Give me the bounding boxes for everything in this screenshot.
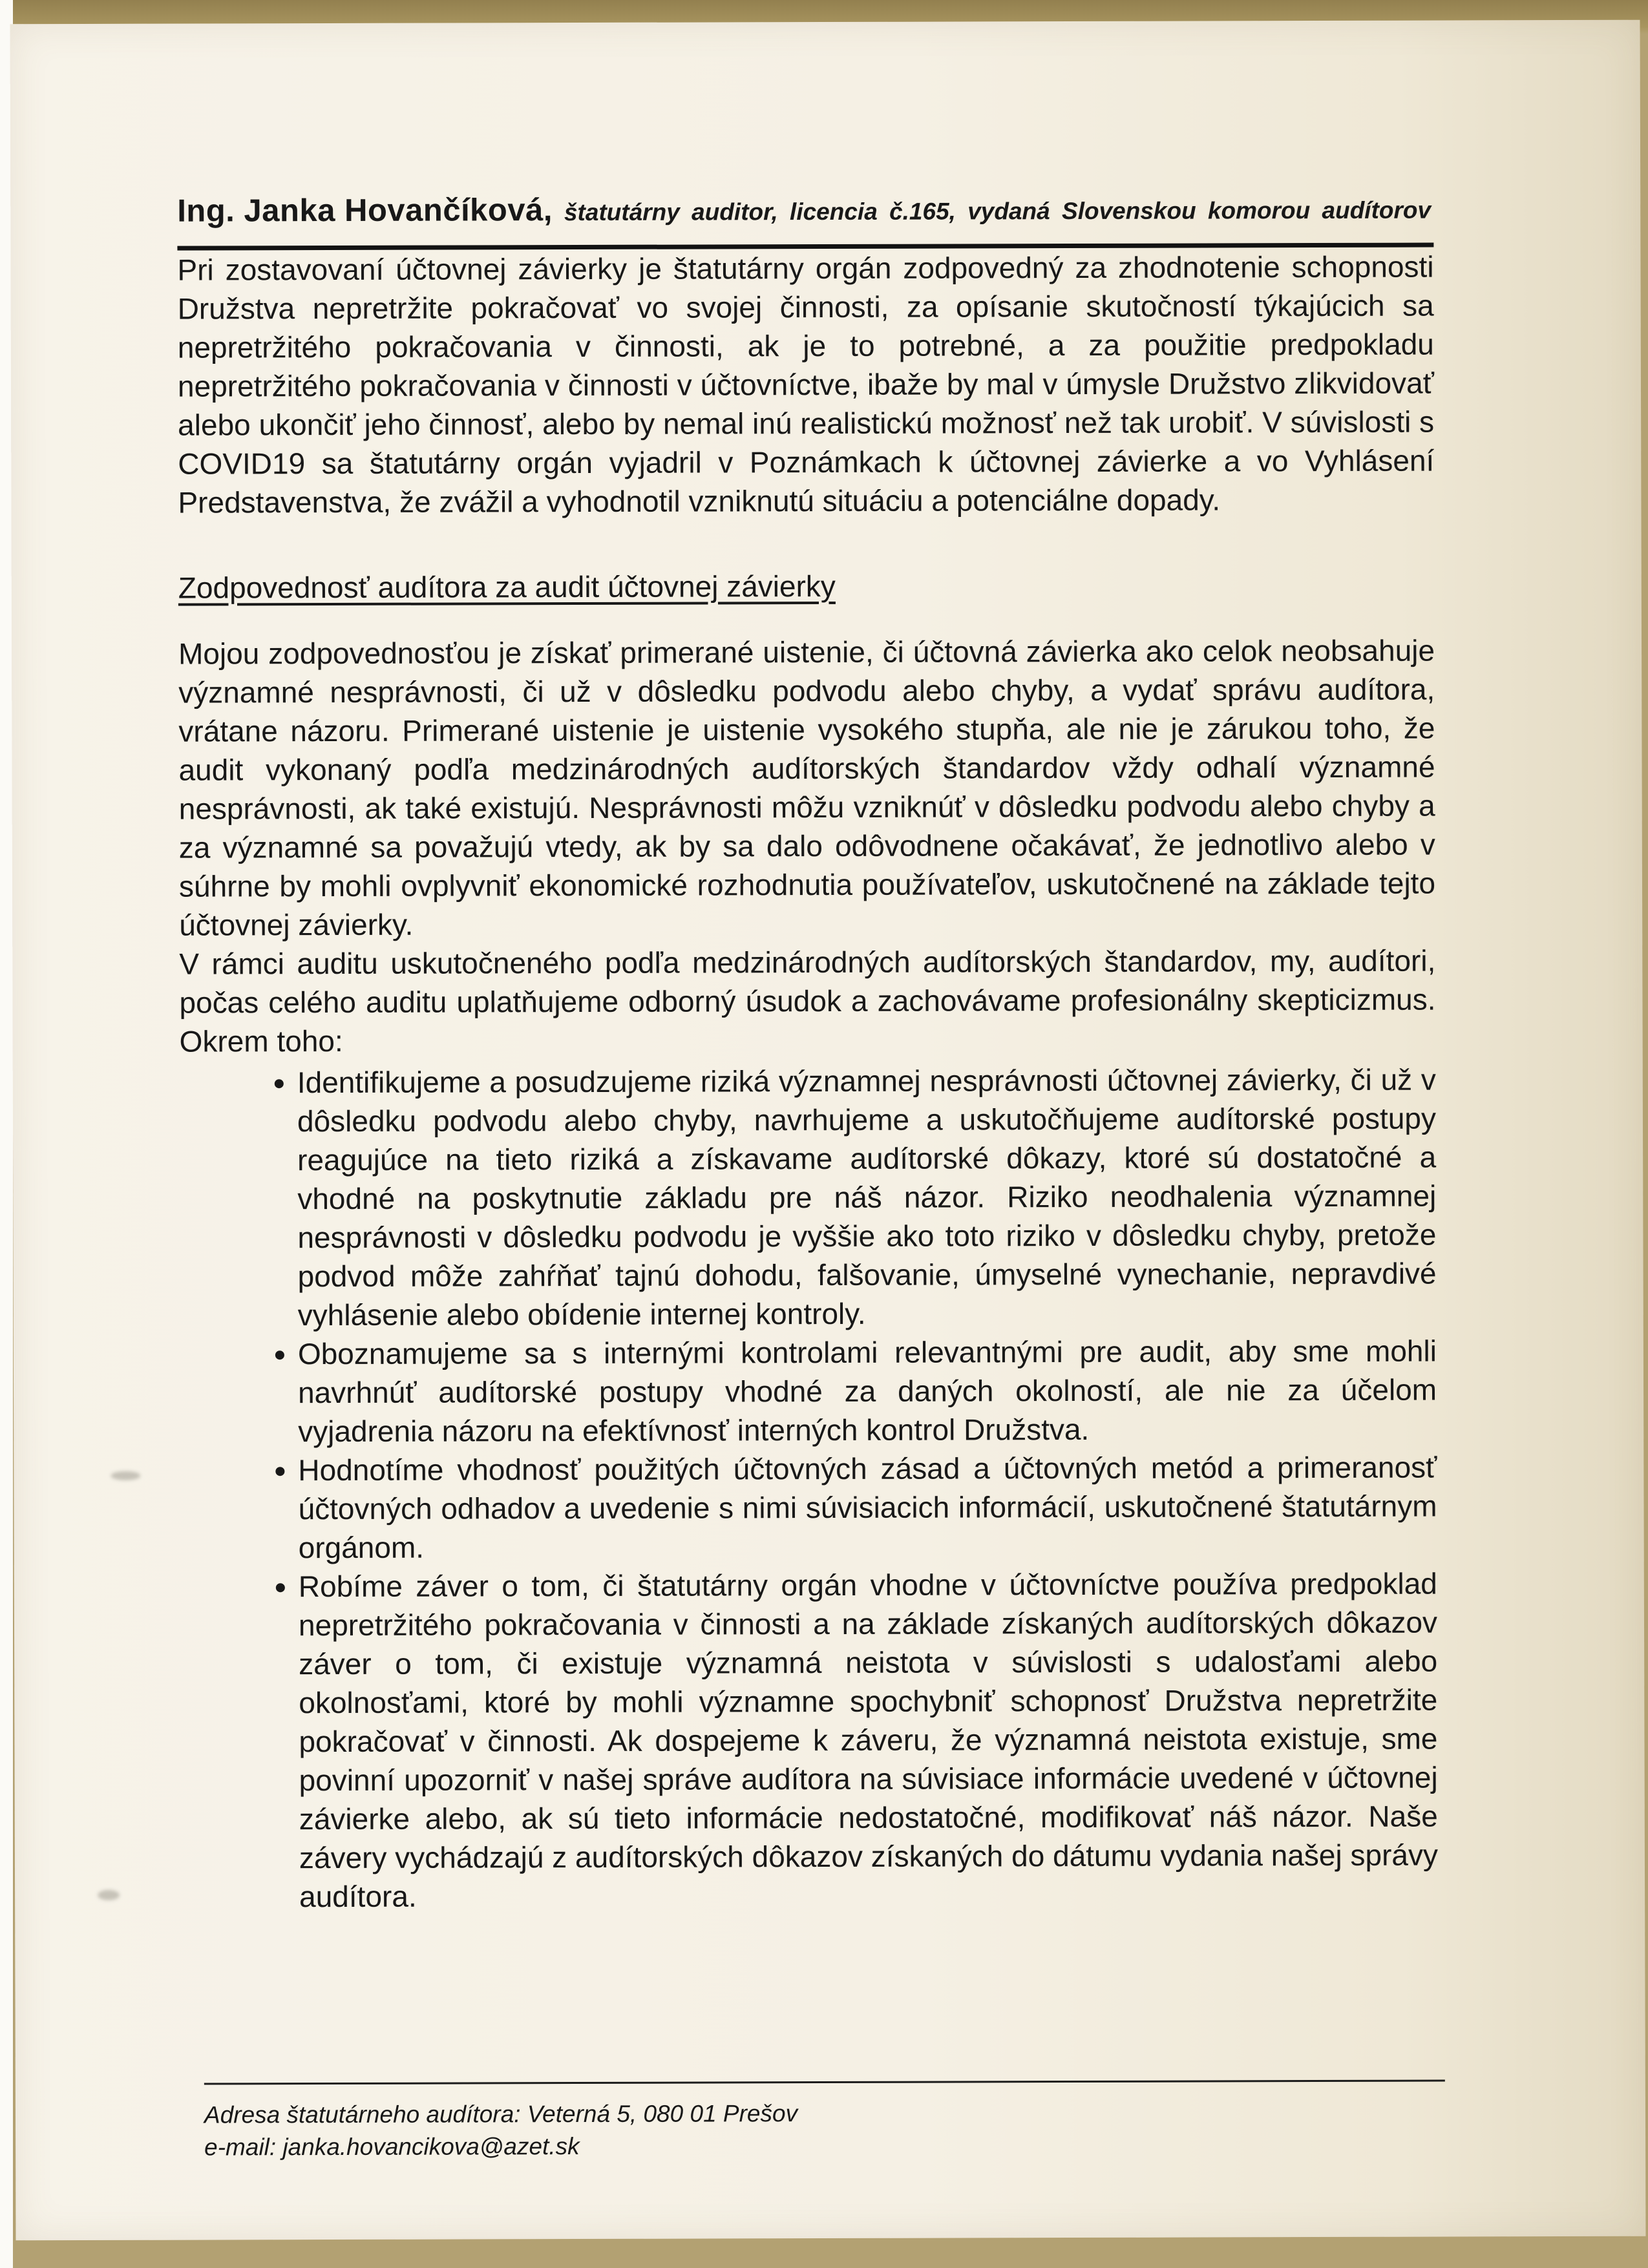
auditor-license-subtitle: štatutárny auditor, licencia č.165, vydaná Slovenskou komorou audítorov <box>564 196 1431 226</box>
letterhead <box>177 190 1433 229</box>
list-item-going-concern-conclusion: • Robíme záver o tom, či štatutárny orgán vhodne v účtovníctve používa predpoklad nepretržitého pokračovania v činnosti a na základe získaných audítorských dôkazov záver o tom, či existuje významná neistota v súvislosti s udalosťami alebo okolnosťami, ktoré by mohli významne spochybniť schopnosť Družstva nepretržite pokračovať v činnosti. Ak dospejeme k záveru, že významná neistota existuje, sme povinní upozorniť v našej správe audítora na súvisiace informácie uvedené v účtovnej závierke alebo, ak sú tieto informácie nedostatočné, modifikovať náš názor. Naše závery vychádzajú z audítorských dôkazov získaných do dátumu vydania našej správy audítora. <box>299 1564 1438 1916</box>
auditor-name: Ing. Janka Hovančíková, <box>177 193 553 229</box>
document-content <box>10 20 1646 2241</box>
list-item-accounting-policies: • Hodnotíme vhodnosť použitých účtovných zásad a účtovných metód a primeranosť účtovných odhadov a uvedenie s nimi súvisiacich informácií, uskutočnené štatutárnym orgánom. <box>298 1448 1437 1568</box>
list-item-internal-controls: • Oboznamujeme sa s internými kontrolami relevantnými pre audit, aby sme mohli navrhnúť audítorské postupy vhodné za daných okolností, ale nie za účelom vyjadrenia názoru na efektívnosť interných kontrol Družstva. <box>298 1332 1437 1451</box>
footer-divider <box>204 2080 1445 2085</box>
document-page <box>10 20 1646 2241</box>
document-body <box>177 247 1438 1916</box>
document-footer <box>204 2080 1445 2164</box>
audit-procedures-list <box>252 1060 1438 1916</box>
paragraph-going-concern: Pri zostavovaní účtovnej závierky je štatutárny orgán zodpovedný za zhodnotenie schopnosti Družstva nepretržite pokračovať vo svojej činnosti, za opísanie skutočností týkajúcich sa nepretržitého pokračovania v činnosti, ak je to potrebné, a za použitie predpokladu nepretržitého pokračovania v činnosti v účtovníctve, ibaže by mal v úmysle Družstvo zlikvidovať alebo ukončiť jeho činnosť, alebo by nemal inú realistickú možnosť než tak urobiť. V súvislosti s COVID19 sa štatutárny orgán vyjadril v Poznámkach k účtovnej závierke a vo Vyhlásení Predstavenstva, že zvážil a vyhodnotil vzniknutú situáciu a potenciálne dopady. <box>177 249 1435 520</box>
list-item-identify-risks: • Identifikujeme a posudzujeme riziká významnej nesprávnosti účtovnej závierky, či už v dôsledku podvodu alebo chyby, navrhujeme a uskutočňujeme audítorské postupy reagujúce na tieto riziká a získavame audítorské dôkazy, ktoré sú dostatočné a vhodné na poskytnutie základu pre náš názor. Riziko neodhalenia významnej nesprávnosti v dôsledku podvodu je vyššie ako toto riziko v dôsledku chyby, pretože podvod môže zahŕňať tajnú dohodu, falšovanie, úmyselné vynechanie, nepravdivé vyhlásenie alebo obídenie internej kontroly. <box>297 1060 1437 1335</box>
footer-email: e-mail: janka.hovancikova@azet.sk <box>204 2133 580 2161</box>
footer-address: Adresa štatutárneho audítora: Veterná 5, 080 01 Prešov <box>204 2100 798 2128</box>
paragraph-audit-scope-intro: V rámci auditu uskutočneného podľa medzinárodných audítorských štandardov, my, audítori, počas celého auditu uplatňujeme odborný úsudok a zachovávame profesionálny skepticizmus. Okrem toho: <box>179 943 1436 1058</box>
section-heading-auditor-responsibility: Zodpovednosť audítora za audit účtovnej závierky <box>178 569 836 605</box>
paragraph-reasonable-assurance: Mojou zodpovednosťou je získať primerané uistenie, či účtovná závierka ako celok neobsahuje významné nesprávnosti, či už v dôsledku podvodu alebo chyby, a vydať správu audítora, vrátane názoru. Primerané uistenie je uistenie vysokého stupňa, ale nie je zárukou toho, že audit vykonaný podľa medzinárodných audítorských štandardov vždy odhalí významné nesprávnosti, ak také existujú. Nesprávnosti môžu vzniknúť v dôsledku podvodu alebo chyby a za významné sa považujú vtedy, ak by sa dalo odôvodnene očakávať, že jednotlivo alebo v súhrne by mohli ovplyvniť ekonomické rozhodnutia používateľov, uskutočnené na základe tejto účtovnej závierky. <box>178 633 1436 942</box>
